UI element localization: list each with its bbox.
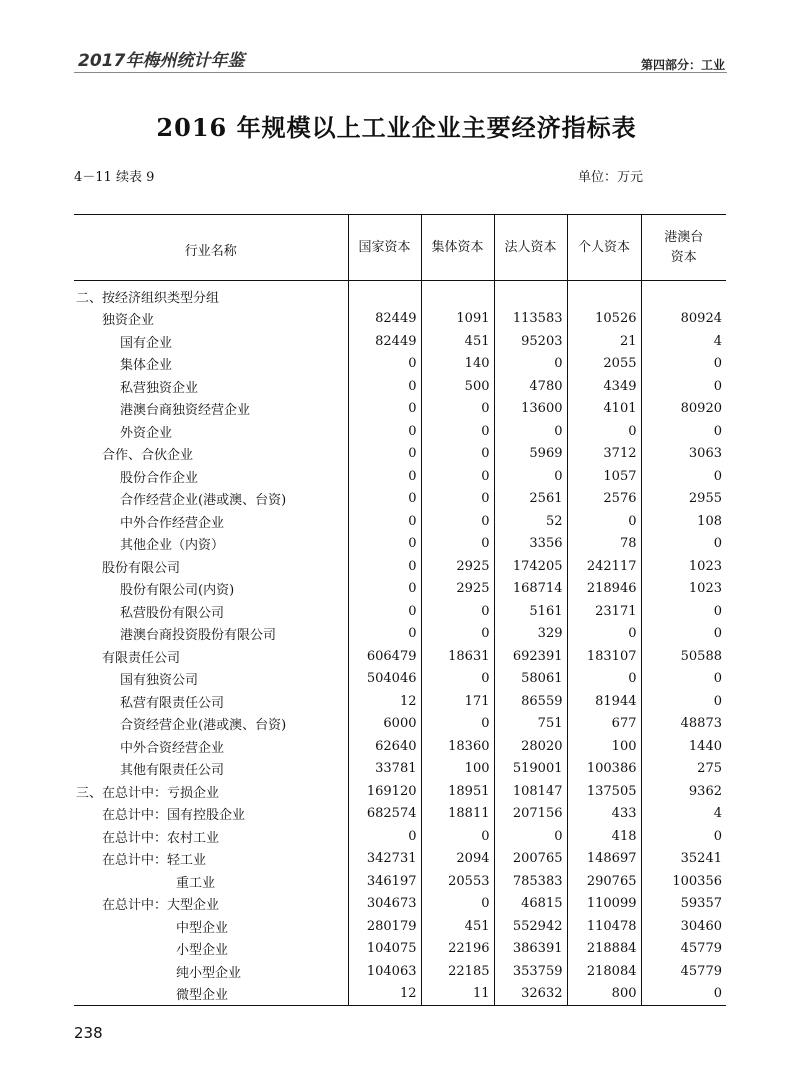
- cell-value: 0: [421, 713, 494, 736]
- cell-value: 0: [641, 533, 726, 556]
- cell-value: 3356: [494, 533, 567, 556]
- cell-value: 0: [348, 825, 421, 848]
- cell-value: 78: [567, 533, 641, 556]
- cell-value: 433: [567, 803, 641, 826]
- cell-value: 290765: [567, 870, 641, 893]
- cell-value: 0: [567, 510, 641, 533]
- cell-value: 3712: [567, 443, 641, 466]
- row-label: 小型企业: [176, 943, 229, 959]
- cell-value: 12: [348, 983, 421, 1006]
- cell-value: 100386: [567, 758, 641, 781]
- row-label: 国有独资公司: [120, 673, 199, 689]
- table-row: [74, 668, 726, 691]
- cell-value: 95203: [494, 330, 567, 353]
- cell-value: 0: [494, 420, 567, 443]
- cell-value: 183107: [567, 645, 641, 668]
- row-label: 合作经营企业(港或澳、台资): [120, 493, 287, 509]
- cell-value: 13600: [494, 398, 567, 421]
- cell-value: 280179: [348, 915, 421, 938]
- row-label: 私营有限责任公司: [120, 695, 225, 711]
- cell-value: 22196: [421, 938, 494, 961]
- cell-value: 0: [348, 510, 421, 533]
- cell-value: 46815: [494, 893, 567, 916]
- cell-value: 80924: [641, 308, 726, 331]
- table-row: [74, 555, 726, 578]
- cell-value: 0: [641, 420, 726, 443]
- cell-value: 12: [348, 690, 421, 713]
- cell-value: 0: [641, 623, 726, 646]
- table-row: [74, 713, 726, 736]
- cell-value: 0: [348, 465, 421, 488]
- cell-value: 800: [567, 983, 641, 1006]
- cell-value: 606479: [348, 645, 421, 668]
- cell-value: 342731: [348, 848, 421, 871]
- cell-value: 304673: [348, 893, 421, 916]
- cell-value: 5161: [494, 600, 567, 623]
- cell-value: 3063: [641, 443, 726, 466]
- cell-value: 0: [641, 600, 726, 623]
- row-label: 在总计中：国有控股企业: [102, 808, 246, 824]
- cell-value: 0: [421, 398, 494, 421]
- row-label: 重工业: [176, 875, 216, 891]
- row-label: 三、在总计中：亏损企业: [76, 785, 220, 801]
- cell-value: 0: [421, 533, 494, 556]
- table-row: [74, 848, 726, 871]
- cell-value: 52: [494, 510, 567, 533]
- column-header-line: 资本: [670, 249, 697, 265]
- table-row: [74, 735, 726, 758]
- cell-value: 0: [421, 825, 494, 848]
- cell-value: 18631: [421, 645, 494, 668]
- cell-value: 275: [641, 758, 726, 781]
- cell-value: [567, 281, 641, 308]
- cell-value: 0: [421, 893, 494, 916]
- cell-value: [421, 281, 494, 308]
- cell-value: 18811: [421, 803, 494, 826]
- cell-value: 0: [348, 600, 421, 623]
- cell-value: 0: [421, 420, 494, 443]
- cell-value: 86559: [494, 690, 567, 713]
- cell-value: 0: [348, 420, 421, 443]
- cell-value: 23171: [567, 600, 641, 623]
- cell-value: 242117: [567, 555, 641, 578]
- cell-value: 785383: [494, 870, 567, 893]
- cell-value: 35241: [641, 848, 726, 871]
- cell-value: 33781: [348, 758, 421, 781]
- cell-value: 682574: [348, 803, 421, 826]
- cell-value: 100356: [641, 870, 726, 893]
- table-row: [74, 803, 726, 826]
- cell-value: 0: [348, 578, 421, 601]
- cell-value: 329: [494, 623, 567, 646]
- cell-value: 0: [421, 623, 494, 646]
- cell-value: 519001: [494, 758, 567, 781]
- table-row: [74, 780, 726, 803]
- cell-value: 0: [494, 465, 567, 488]
- table-row: [74, 893, 726, 916]
- cell-value: 59357: [641, 893, 726, 916]
- row-label: 股份合作企业: [120, 470, 199, 486]
- row-label: 在总计中：农村工业: [102, 830, 220, 846]
- table-row: [74, 353, 726, 376]
- cell-value: 418: [567, 825, 641, 848]
- table-row: [74, 420, 726, 443]
- column-header-line: 港澳台: [664, 229, 704, 245]
- table-row: [74, 870, 726, 893]
- row-label: 微型企业: [74, 983, 348, 1006]
- cell-value: 62640: [348, 735, 421, 758]
- table-row: [74, 578, 726, 601]
- cell-value: 100: [421, 758, 494, 781]
- row-label: 其他有限责任公司: [120, 763, 225, 779]
- cell-value: 1023: [641, 578, 726, 601]
- cell-value: 218946: [567, 578, 641, 601]
- cell-value: 6000: [348, 713, 421, 736]
- cell-value: 171: [421, 690, 494, 713]
- column-header: 个人资本: [567, 215, 641, 281]
- cell-value: 80920: [641, 398, 726, 421]
- cell-value: 0: [641, 690, 726, 713]
- row-label: 合作、合伙企业: [102, 448, 194, 464]
- cell-value: 58061: [494, 668, 567, 691]
- cell-value: 100: [567, 735, 641, 758]
- cell-value: 110099: [567, 893, 641, 916]
- cell-value: 148697: [567, 848, 641, 871]
- cell-value: 45779: [641, 960, 726, 983]
- table-row: [74, 308, 726, 331]
- cell-value: 9362: [641, 780, 726, 803]
- row-label: 外资企业: [120, 425, 173, 441]
- cell-value: 50588: [641, 645, 726, 668]
- cell-value: 28020: [494, 735, 567, 758]
- table-row: [74, 510, 726, 533]
- cell-value: 5969: [494, 443, 567, 466]
- table-row: [74, 758, 726, 781]
- row-label: 股份有限公司(内资): [120, 583, 235, 599]
- cell-value: 0: [567, 420, 641, 443]
- table-row: [74, 645, 726, 668]
- cell-value: 207156: [494, 803, 567, 826]
- table-row: [74, 488, 726, 511]
- table-row: [74, 960, 726, 983]
- row-label: 私营独资企业: [120, 380, 199, 396]
- row-label: 独资企业: [102, 313, 155, 329]
- table-row: [74, 465, 726, 488]
- cell-value: 174205: [494, 555, 567, 578]
- table-row: [74, 983, 726, 1006]
- cell-value: [494, 281, 567, 308]
- cell-value: 4101: [567, 398, 641, 421]
- cell-value: 4: [641, 803, 726, 826]
- cell-value: 169120: [348, 780, 421, 803]
- cell-value: 140: [421, 353, 494, 376]
- cell-value: 108: [641, 510, 726, 533]
- row-label: 中外合作经营企业: [120, 515, 225, 531]
- yearbook-header-title: 2017年梅州统计年鉴: [78, 51, 245, 71]
- cell-value: 0: [348, 533, 421, 556]
- table-row: [74, 600, 726, 623]
- cell-value: 1023: [641, 555, 726, 578]
- cell-value: 451: [421, 330, 494, 353]
- cell-value: 0: [421, 600, 494, 623]
- row-label: 私营股份有限公司: [120, 605, 225, 621]
- cell-value: 0: [641, 668, 726, 691]
- cell-value: 18951: [421, 780, 494, 803]
- cell-value: 1057: [567, 465, 641, 488]
- row-label: 在总计中：轻工业: [102, 853, 207, 869]
- cell-value: 0: [348, 443, 421, 466]
- cell-value: 81944: [567, 690, 641, 713]
- cell-value: 32632: [494, 983, 567, 1006]
- cell-value: 0: [421, 465, 494, 488]
- column-header: 集体资本: [421, 215, 494, 281]
- unit-label: 单位：万元: [578, 170, 644, 185]
- header-divider: [74, 72, 727, 73]
- cell-value: 82449: [348, 330, 421, 353]
- table-row: [74, 398, 726, 421]
- cell-value: 2925: [421, 555, 494, 578]
- cell-value: 104063: [348, 960, 421, 983]
- cell-value: 200765: [494, 848, 567, 871]
- cell-value: 0: [348, 623, 421, 646]
- row-label: 港澳台商独资经营企业: [120, 403, 251, 419]
- cell-value: 20553: [421, 870, 494, 893]
- cell-value: 168714: [494, 578, 567, 601]
- economic-indicators-table: [74, 214, 726, 1006]
- table-row: [74, 330, 726, 353]
- row-label: 国有企业: [120, 335, 173, 351]
- page-number: 238: [74, 1024, 103, 1042]
- cell-value: 2055: [567, 353, 641, 376]
- cell-value: 0: [348, 555, 421, 578]
- row-label: 其他企业（内资）: [120, 538, 225, 554]
- table-row: [74, 825, 726, 848]
- cell-value: 11: [421, 983, 494, 1006]
- cell-value: 0: [348, 353, 421, 376]
- cell-value: 0: [348, 375, 421, 398]
- cell-value: 451: [421, 915, 494, 938]
- cell-value: 677: [567, 713, 641, 736]
- cell-value: [641, 281, 726, 308]
- cell-value: 346197: [348, 870, 421, 893]
- row-label: 中外合资经营企业: [120, 740, 225, 756]
- table-row: [74, 938, 726, 961]
- table-row: [74, 375, 726, 398]
- cell-value: 0: [641, 375, 726, 398]
- cell-value: 0: [641, 825, 726, 848]
- cell-value: 504046: [348, 668, 421, 691]
- cell-value: 2955: [641, 488, 726, 511]
- cell-value: 751: [494, 713, 567, 736]
- cell-value: 0: [567, 623, 641, 646]
- table-row: [74, 690, 726, 713]
- cell-value: 500: [421, 375, 494, 398]
- cell-value: 0: [348, 488, 421, 511]
- cell-value: 48873: [641, 713, 726, 736]
- cell-value: 218084: [567, 960, 641, 983]
- cell-value: 692391: [494, 645, 567, 668]
- cell-value: 4349: [567, 375, 641, 398]
- table-row: [74, 915, 726, 938]
- row-label: 合资经营企业(港或澳、台资): [120, 718, 287, 734]
- cell-value: 0: [421, 510, 494, 533]
- row-label: 港澳台商投资股份有限公司: [120, 628, 277, 644]
- column-header: 国家资本: [348, 215, 421, 281]
- cell-value: 0: [421, 668, 494, 691]
- cell-value: 45779: [641, 938, 726, 961]
- row-label: 中型企业: [176, 920, 229, 936]
- column-header: [641, 215, 726, 281]
- row-label: 股份有限公司: [102, 560, 181, 576]
- row-label: 有限责任公司: [102, 650, 181, 666]
- table-number: 4－11 续表 9: [74, 170, 155, 185]
- cell-value: 0: [494, 353, 567, 376]
- cell-value: 552942: [494, 915, 567, 938]
- column-header-industry: 行业名称: [74, 215, 348, 281]
- column-header: 法人资本: [494, 215, 567, 281]
- cell-value: 1440: [641, 735, 726, 758]
- cell-value: 1091: [421, 308, 494, 331]
- row-label: 二、按经济组织类型分组: [76, 290, 220, 306]
- cell-value: 0: [421, 488, 494, 511]
- cell-value: 82449: [348, 308, 421, 331]
- cell-value: 18360: [421, 735, 494, 758]
- cell-value: 30460: [641, 915, 726, 938]
- cell-value: 4: [641, 330, 726, 353]
- row-label: 纯小型企业: [176, 965, 242, 981]
- cell-value: 22185: [421, 960, 494, 983]
- cell-value: 218884: [567, 938, 641, 961]
- cell-value: 0: [641, 465, 726, 488]
- cell-value: 2925: [421, 578, 494, 601]
- section-header: 第四部分：工业: [640, 58, 725, 72]
- cell-value: 108147: [494, 780, 567, 803]
- cell-value: 110478: [567, 915, 641, 938]
- cell-value: 0: [567, 668, 641, 691]
- cell-value: 4780: [494, 375, 567, 398]
- table-row: [74, 533, 726, 556]
- cell-value: 0: [421, 443, 494, 466]
- cell-value: 353759: [494, 960, 567, 983]
- cell-value: [348, 281, 421, 308]
- cell-value: 21: [567, 330, 641, 353]
- table-row: [74, 623, 726, 646]
- table-row: [74, 443, 726, 466]
- cell-value: 2576: [567, 488, 641, 511]
- cell-value: 104075: [348, 938, 421, 961]
- cell-value: 0: [641, 983, 726, 1006]
- cell-value: 137505: [567, 780, 641, 803]
- cell-value: 386391: [494, 938, 567, 961]
- cell-value: 10526: [567, 308, 641, 331]
- cell-value: 0: [641, 353, 726, 376]
- table-row: [74, 281, 726, 308]
- row-label: 集体企业: [120, 358, 173, 374]
- page-title: 2016 年规模以上工业企业主要经济指标表: [156, 113, 637, 142]
- cell-value: 0: [494, 825, 567, 848]
- table-header-row: [74, 215, 726, 281]
- cell-value: 2094: [421, 848, 494, 871]
- cell-value: 2561: [494, 488, 567, 511]
- row-label: 在总计中：大型企业: [102, 898, 220, 914]
- cell-value: 0: [348, 398, 421, 421]
- cell-value: 113583: [494, 308, 567, 331]
